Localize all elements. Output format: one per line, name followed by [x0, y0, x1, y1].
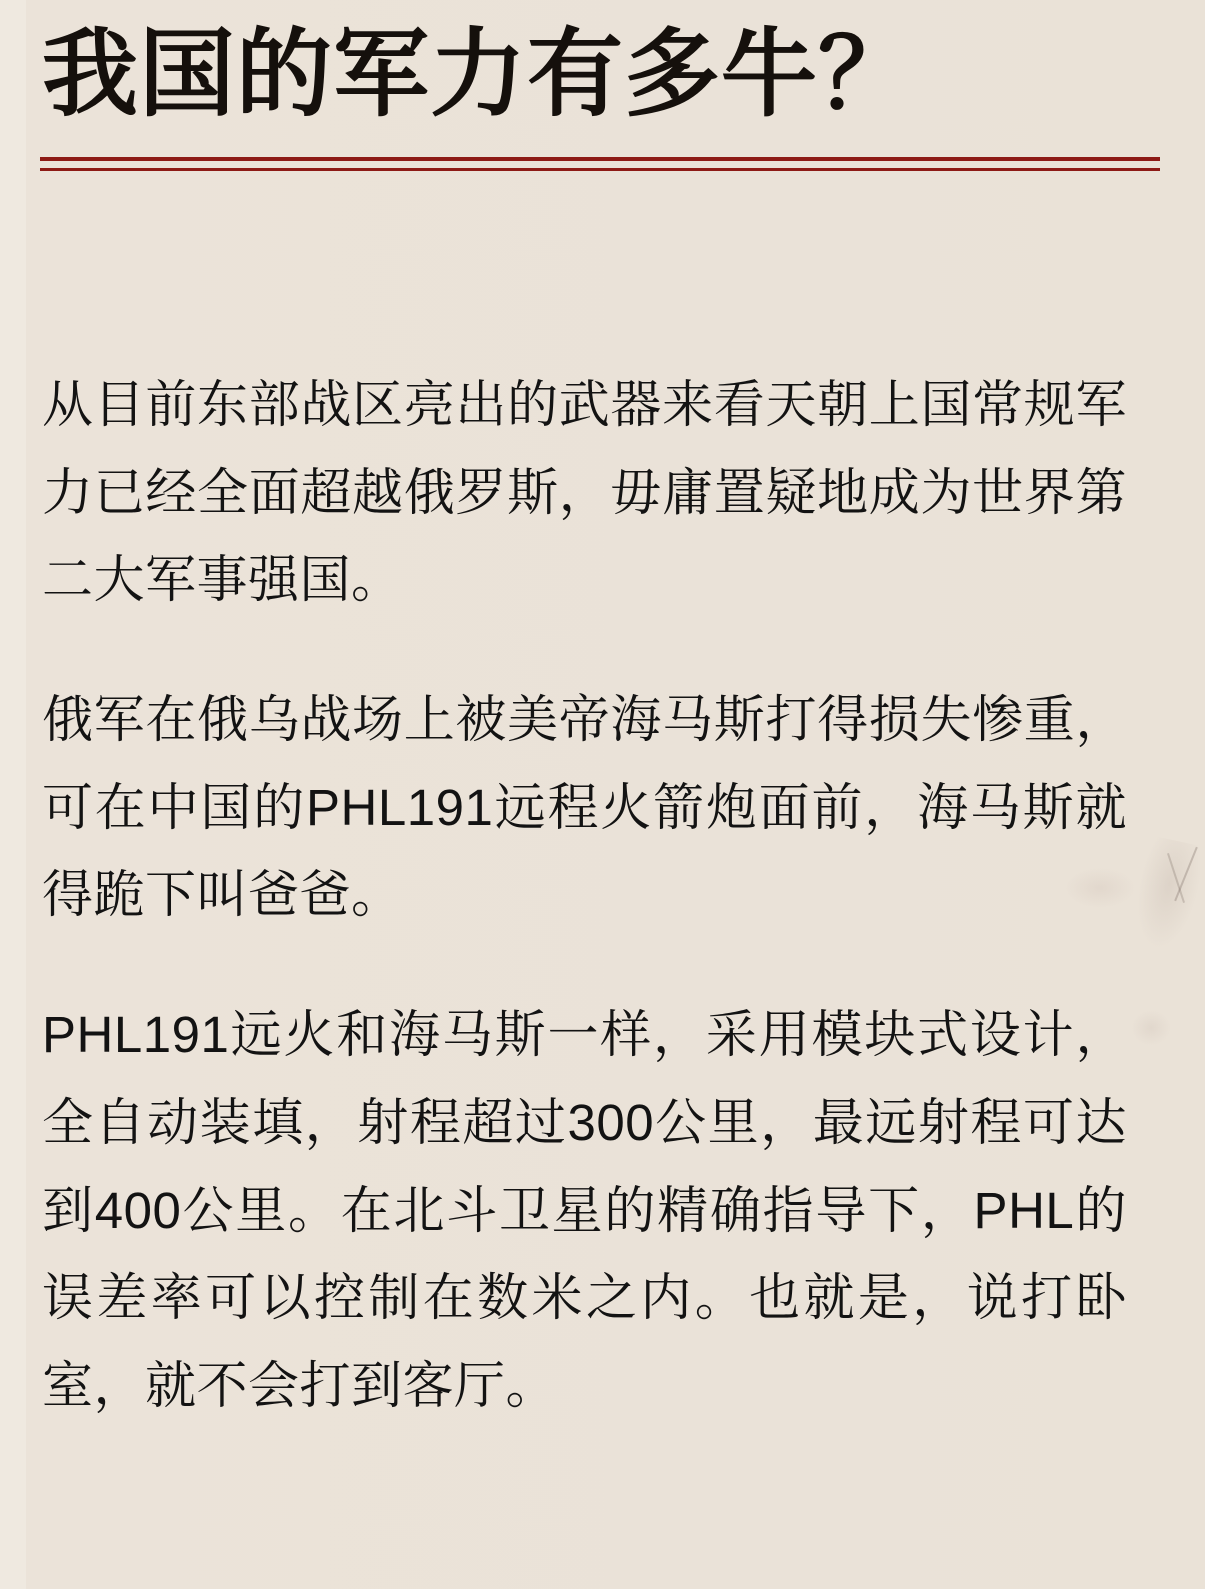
page-title: 我国的军力有多牛？ — [42, 21, 915, 128]
article-content — [42, 0, 1167, 1589]
article-body — [42, 361, 1127, 1430]
scan-artifact — [1174, 847, 1198, 902]
paragraph: PHL191远火和海马斯一样，采用模块式设计，全自动装填，射程超过300公里，最远射程可达到400公里。在北斗卫星的精确指导下，PHL的误差率可以控制在数米之内。也就是，说打卧室，就不会打到客厅。 — [42, 1006, 1127, 1415]
paragraph: 俄军在俄乌战场上被美帝海马斯打得损失惨重，可在中国的PHL191远程火箭炮面前，海马斯就得跪下叫爸爸。 — [42, 691, 1127, 924]
divider-line-bottom — [40, 168, 1160, 171]
title-divider — [40, 157, 1160, 171]
scan-artifact — [1167, 853, 1185, 903]
paragraph: 从目前东部战区亮出的武器来看天朝上国常规军力已经全面超越俄罗斯，毋庸置疑地成为世界第二大军事强国。 — [42, 375, 1127, 609]
divider-gap — [40, 161, 1160, 168]
